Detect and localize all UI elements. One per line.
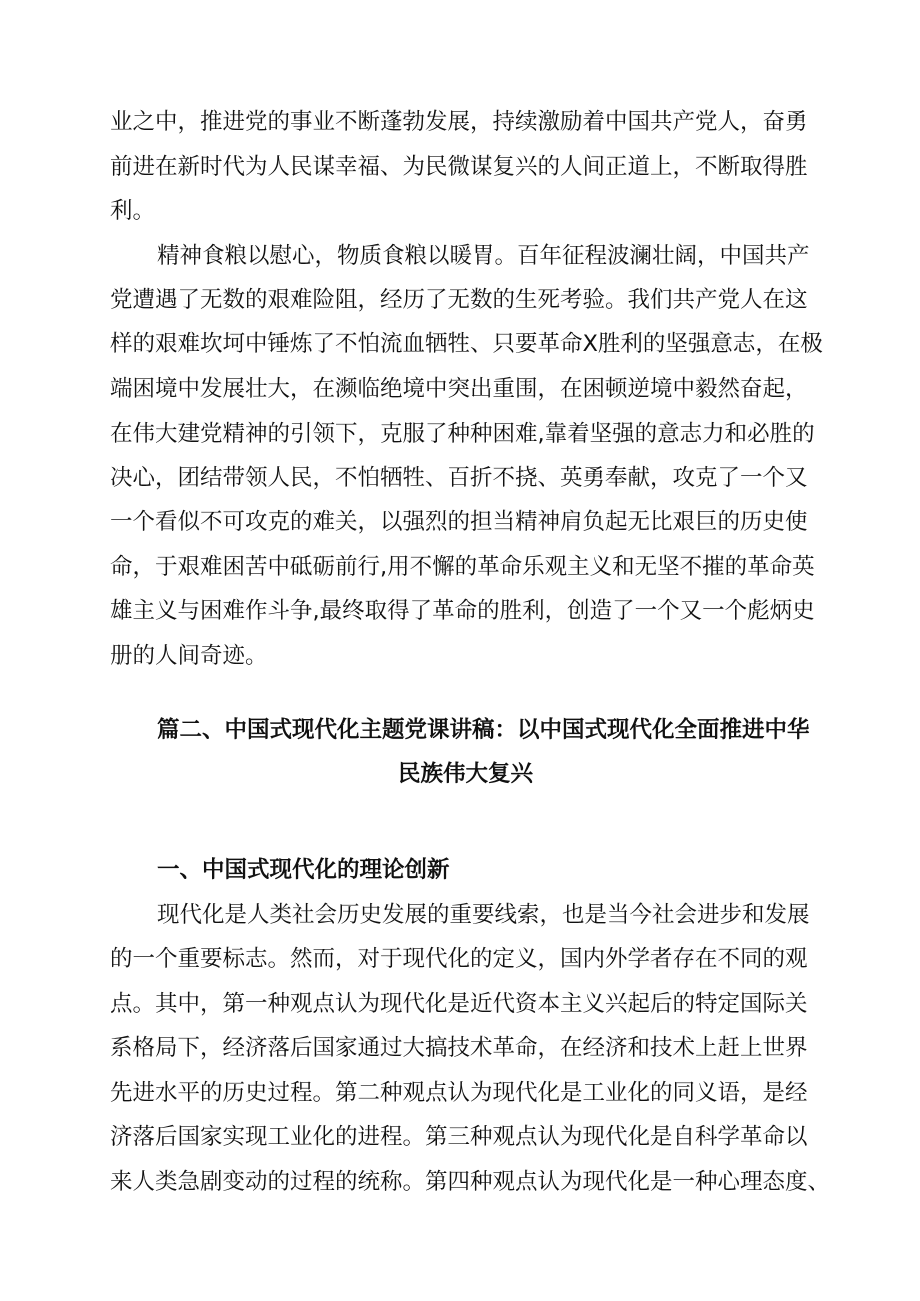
paragraph-line: 党遭遇了无数的艰难险阻，经历了无数的生死考验。我们共产党人在这 (110, 287, 808, 313)
paragraph-line: 册的人间奇迹。 (110, 643, 268, 669)
subsection-heading: 一、中国式现代化的理论创新 (157, 857, 450, 883)
paragraph-line: 点。其中，第一种观点认为现代化是近代资本主义兴起后的特定国际关 (110, 991, 808, 1017)
paragraph-line: 现代化是人类社会历史发展的重要线索，也是当今社会进步和发展 (157, 902, 810, 928)
paragraph-line: 的一个重要标志。然而，对于现代化的定义，国内外学者存在不同的观 (110, 946, 808, 972)
paragraph-line: 前进在新时代为人民谋幸福、为民微谋复兴的人间正道上，不断取得胜 (110, 154, 808, 180)
paragraph-line: 命，于艰难困苦中砥砺前行,用不懈的革命乐观主义和无坚不摧的革命英 (110, 554, 815, 580)
paragraph-line: 在伟大建党精神的引领下，克服了种种困难,靠着坚强的意志力和必胜的 (110, 421, 815, 447)
paragraph-line: 雄主义与困难作斗争,最终取得了革命的胜利，创造了一个又一个彪炳史 (110, 598, 815, 624)
paragraph-line: 济落后国家实现工业化的进程。第三种观点认为现代化是自科学革命以 (110, 1124, 808, 1150)
section-title: 篇二、中国式现代化主题党课讲稿：以中国式现代化全面推进中华 (157, 717, 810, 743)
paragraph-line: 先进水平的历史过程。第二种观点认为现代化是工业化的同义语，是经 (110, 1080, 808, 1106)
paragraph-line: 精神食粮以慰心，物质食粮以暖胃。百年征程波澜壮阔，中国共产 (157, 243, 810, 269)
paragraph-line: 利。 (110, 198, 156, 224)
paragraph-line: 决心，团结带领人民，不怕牺牲、百折不挠、英勇奉献，攻克了一个又 (110, 465, 808, 491)
section-title: 民族伟大复兴 (398, 761, 534, 787)
paragraph-line: 一个看似不可攻克的难关，以强烈的担当精神肩负起无比艰巨的历史使 (110, 509, 808, 535)
paragraph-line: 系格局下，经济落后国家通过大搞技术革命，在经济和技术上赶上世界 (110, 1035, 808, 1061)
paragraph-line: 来人类急剧变动的过程的统称。第四种观点认为现代化是一种心理态度、 (110, 1169, 831, 1195)
paragraph-line: 样的艰难坎坷中锤炼了不怕流血牺牲、只要革命X胜利的坚强意志，在极 (110, 331, 823, 357)
paragraph-line: 业之中，推进党的事业不断蓬勃发展，持续激励着中国共产党人，奋勇 (110, 109, 808, 135)
paragraph-line: 端困境中发展壮大，在濒临绝境中突出重围，在困顿逆境中毅然奋起， (110, 376, 808, 402)
